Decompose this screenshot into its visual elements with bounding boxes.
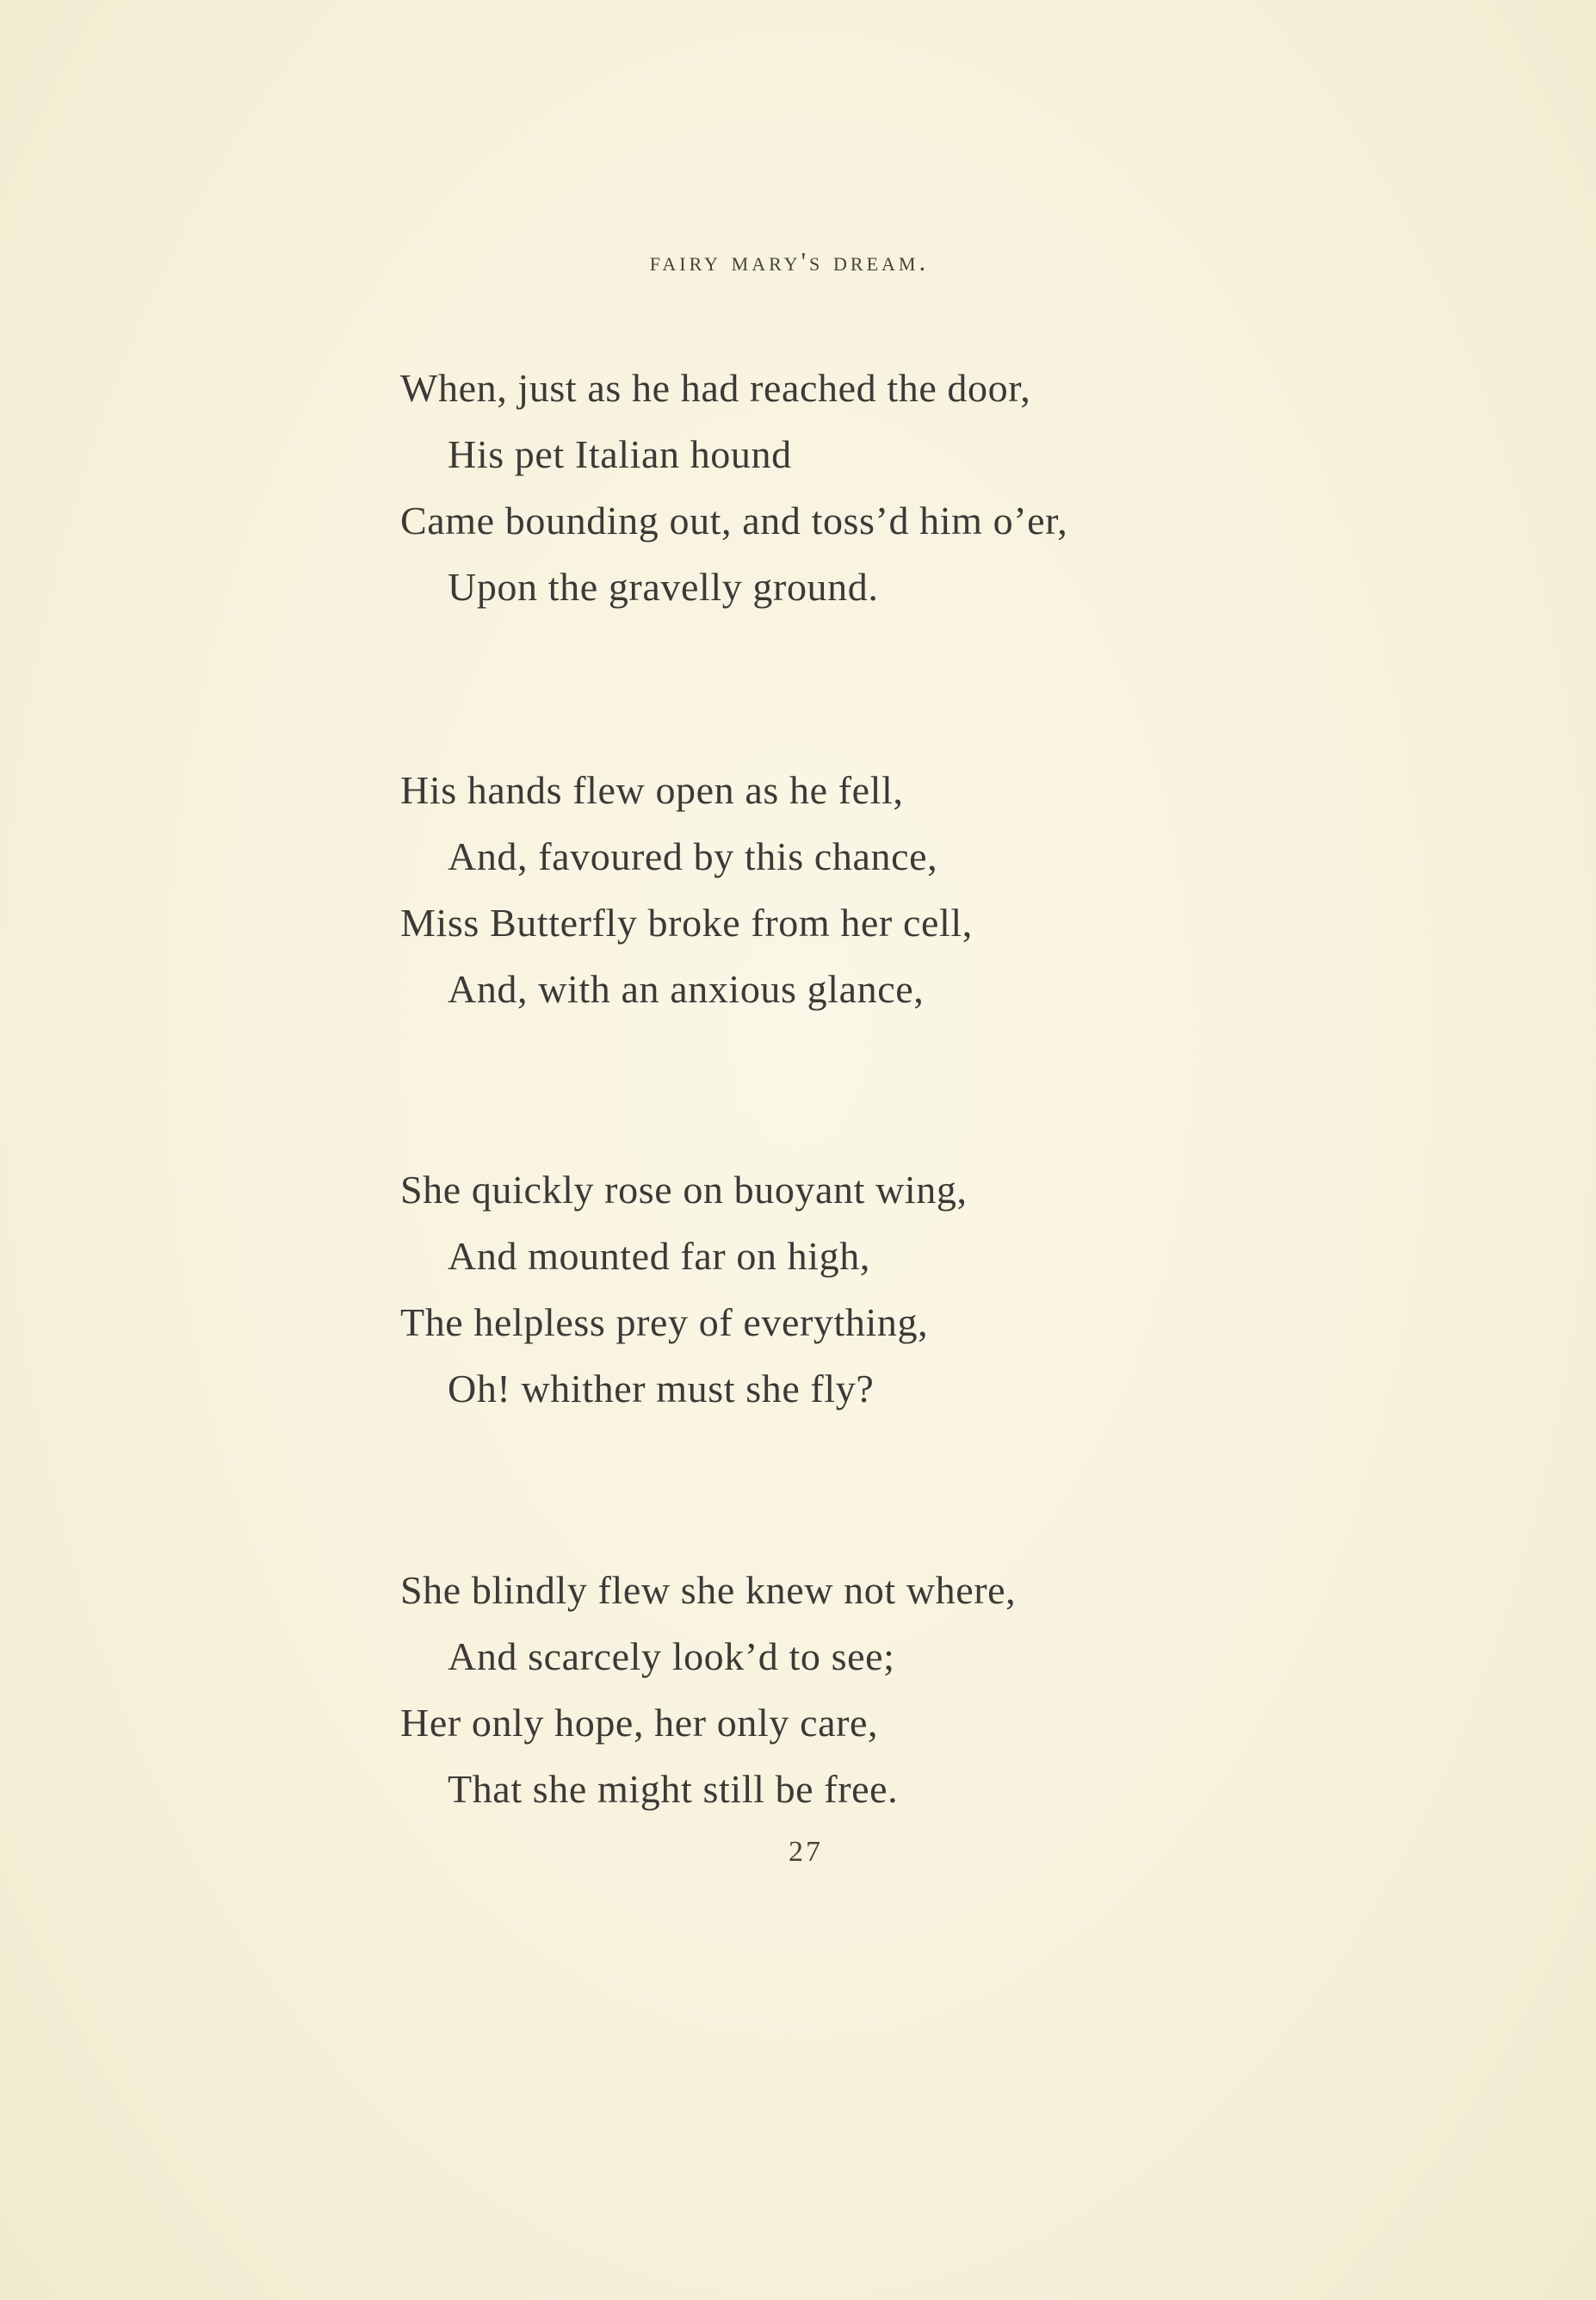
poem-line: Her only hope, her only care, — [400, 1701, 879, 1745]
poem-line: And scarcely look’d to see; — [448, 1634, 895, 1678]
poem-line: When, just as he had reached the door, — [400, 366, 1031, 410]
poem-line: The helpless prey of everything, — [400, 1300, 929, 1344]
page-number-text: 27 — [789, 1836, 823, 1868]
poem-line: His hands flew open as he fell, — [400, 768, 904, 812]
running-head — [0, 246, 1596, 277]
poem-line: And, favoured by this chance, — [448, 834, 938, 878]
page-number — [0, 1836, 1596, 1869]
poem-line: Miss Butterfly broke from her cell, — [400, 901, 973, 945]
poem-line: Oh! whither must she fly? — [448, 1367, 875, 1410]
poem-line: Came bounding out, and toss’d him o’er, — [400, 499, 1068, 542]
poem-line: That she might still be free. — [448, 1767, 899, 1811]
poem-line: And, with an anxious glance, — [448, 967, 925, 1011]
poem-line: She blindly flew she knew not where, — [400, 1568, 1017, 1612]
poem-line: Upon the gravelly ground. — [448, 565, 879, 609]
poem-line: And mounted far on high, — [448, 1234, 870, 1278]
poem-line: She quickly rose on buoyant wing, — [400, 1168, 968, 1212]
poem-line: His pet Italian hound — [448, 432, 792, 476]
running-head-text: fairy mary's dream. — [649, 246, 930, 276]
